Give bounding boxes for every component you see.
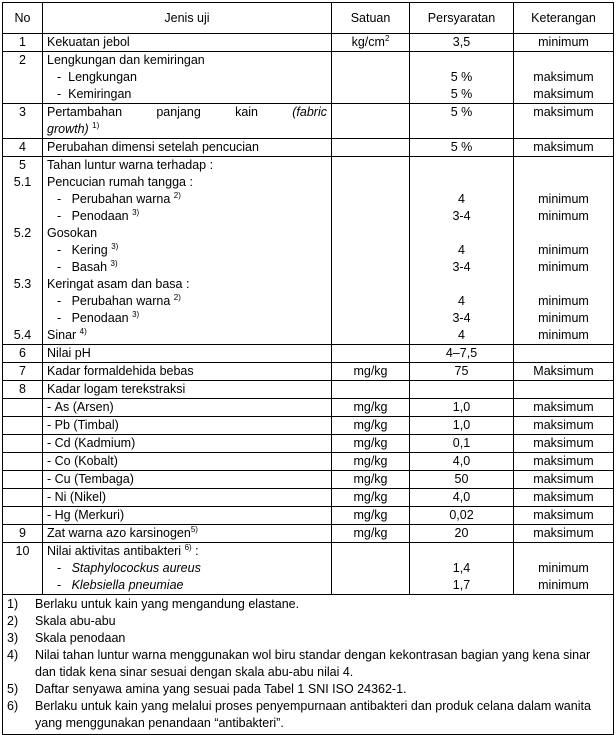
unit-cell: $kg/cm^2$ <box>332 34 410 52</box>
metal-name: - As (Arsen) <box>43 399 332 417</box>
table-row <box>3 345 614 363</box>
footnote: 1) Berlaku untuk kain yang mengandung elastane. <box>7 597 300 611</box>
remark: maksimum <box>514 471 614 489</box>
requirement-value: 4,0 <box>410 453 514 471</box>
row-number <box>3 417 43 435</box>
requirement-value: 75 <box>410 363 514 381</box>
requirement-value: 3,5 <box>410 34 514 52</box>
row-number <box>3 489 43 507</box>
test-name: Lengkungan dan kemiringan - Lengkungan - Kemiringan <box>43 52 332 104</box>
footnote: 3) Skala penodaan <box>7 631 126 645</box>
row-number <box>3 435 43 453</box>
requirement-value: 50 <box>410 471 514 489</box>
table-row <box>3 52 614 104</box>
unit-cell: mg/kg <box>332 525 410 543</box>
remark: minimum minimum <box>514 543 614 595</box>
requirement-value: 0,1 <box>410 435 514 453</box>
row-number: 4 <box>3 139 43 157</box>
requirement-value: 1,0 <box>410 399 514 417</box>
remark: maksimum <box>514 139 614 157</box>
remark: minimum <box>514 34 614 52</box>
requirement-value: 1,0 <box>410 417 514 435</box>
requirement-value <box>410 381 514 399</box>
remark: maksimum <box>514 507 614 525</box>
table-row <box>3 381 614 399</box>
requirement-value: 20 <box>410 525 514 543</box>
remark: maksimum <box>514 435 614 453</box>
test-name: Nilai pH <box>43 345 332 363</box>
requirement-value: 4 3-4 4 3-4 4 3-4 4 <box>410 157 514 345</box>
table-row <box>3 157 614 345</box>
row-number: 6 <box>3 345 43 363</box>
table-row <box>3 525 614 543</box>
requirement-value: 5 % <box>410 139 514 157</box>
unit-cell: mg/kg <box>332 507 410 525</box>
metal-row <box>3 507 614 525</box>
requirement-value: 4–7,5 <box>410 345 514 363</box>
unit-cell <box>332 139 410 157</box>
row-number: 9 <box>3 525 43 543</box>
table-row <box>3 139 614 157</box>
requirements-table <box>2 2 614 735</box>
row-number: 3 <box>3 104 43 139</box>
test-name: Kekuatan jebol <box>43 34 332 52</box>
table-header-row <box>3 3 614 34</box>
requirement-value: 1,4 1,7 <box>410 543 514 595</box>
unit-cell <box>332 345 410 363</box>
unit-cell <box>332 543 410 595</box>
metal-row <box>3 471 614 489</box>
unit-cell: mg/kg <box>332 399 410 417</box>
table-row <box>3 363 614 381</box>
header-no: No <box>3 3 43 34</box>
test-name: Pertambahan panjang kain (fabric growth) $^{1)}$ <box>43 104 332 139</box>
row-number: 8 <box>3 381 43 399</box>
row-number <box>3 399 43 417</box>
footnote: 6) Berlaku untuk kain yang melalui proses penyempurnaan antibakteri dan produk celana dalam wanita yang menggunakan penandaan “antibakteri”. <box>7 699 591 730</box>
remark: maksimum <box>514 489 614 507</box>
unit-cell: mg/kg <box>332 471 410 489</box>
metal-row <box>3 435 614 453</box>
remark: maksimum <box>514 399 614 417</box>
remark: maksimum <box>514 104 614 139</box>
metal-row <box>3 489 614 507</box>
test-name: Perubahan dimensi setelah pencucian <box>43 139 332 157</box>
row-number: 1 <box>3 34 43 52</box>
row-number: 5 5.1 5.2 5.3 5.4 <box>3 157 43 345</box>
remark: minimum minimum minimum minimum minimum minimum minimum <box>514 157 614 345</box>
unit-cell: mg/kg <box>332 489 410 507</box>
test-name: Zat warna azo karsinogen$^{5)}$ <box>43 525 332 543</box>
unit-cell: mg/kg <box>332 417 410 435</box>
metal-name: - Pb (Timbal) <box>43 417 332 435</box>
unit-cell: mg/kg <box>332 435 410 453</box>
unit-cell <box>332 104 410 139</box>
requirement-value: 5 % <box>410 104 514 139</box>
metal-row <box>3 453 614 471</box>
unit-cell: mg/kg <box>332 453 410 471</box>
table-row <box>3 104 614 139</box>
remark <box>514 345 614 363</box>
row-number <box>3 507 43 525</box>
test-name: Kadar logam terekstraksi <box>43 381 332 399</box>
footnote: 5) Daftar senyawa amina yang sesuai pada Tabel 1 SNI ISO 24362-1. <box>7 682 407 696</box>
row-number: 10 <box>3 543 43 595</box>
requirement-value: 5 % 5 % <box>410 52 514 104</box>
remark: maksimum maksimum <box>514 52 614 104</box>
row-number: 2 <box>3 52 43 104</box>
unit-cell: mg/kg <box>332 363 410 381</box>
row-number <box>3 471 43 489</box>
remark: Maksimum <box>514 363 614 381</box>
table-row <box>3 34 614 52</box>
metal-name: - Cd (Kadmium) <box>43 435 332 453</box>
unit-cell <box>332 381 410 399</box>
row-number <box>3 453 43 471</box>
metal-name: - Ni (Nikel) <box>43 489 332 507</box>
table-row <box>3 543 614 595</box>
unit-cell <box>332 157 410 345</box>
metal-row <box>3 399 614 417</box>
metal-name: - Hg (Merkuri) <box>43 507 332 525</box>
header-satuan: Satuan <box>332 3 410 34</box>
test-name: Kadar formaldehida bebas <box>43 363 332 381</box>
metal-row <box>3 417 614 435</box>
footnote: 2) Skala abu-abu <box>7 614 116 628</box>
header-persyaratan: Persyaratan <box>410 3 514 34</box>
remark: maksimum <box>514 525 614 543</box>
row-number: 7 <box>3 363 43 381</box>
metal-name: - Co (Kobalt) <box>43 453 332 471</box>
requirement-value: 4,0 <box>410 489 514 507</box>
requirement-value: 0,02 <box>410 507 514 525</box>
footnote: 4) Nilai tahan luntur warna menggunakan wol biru standar dengan kekontrasan bagian yang kena sinar dan tidak kena sinar sesuai dengan skala abu-abu nilai 4. <box>7 648 591 679</box>
header-jenis-uji: Jenis uji <box>43 3 332 34</box>
test-name: Nilai aktivitas antibakteri $^{6)}$ : - Staphylocockus aureus - Klebsiella pneumiae <box>43 543 332 595</box>
remark: maksimum <box>514 453 614 471</box>
remark: maksimum <box>514 417 614 435</box>
test-name: Tahan luntur warna terhadap : Pencucian rumah tangga : - Perubahan warna $^{2)}$ - Penodaan $^{3)}$ Gosokan - Kering $^{3)}$ - Basah $^{3)}$ Keringat asam dan basa : - Perubahan warna $^{2)}$ - Penodaan $^{3)}$ Sinar $^{4)}$ <box>43 157 332 345</box>
unit-cell <box>332 52 410 104</box>
metal-name: - Cu (Tembaga) <box>43 471 332 489</box>
header-keterangan: Keterangan <box>514 3 614 34</box>
remark <box>514 381 614 399</box>
